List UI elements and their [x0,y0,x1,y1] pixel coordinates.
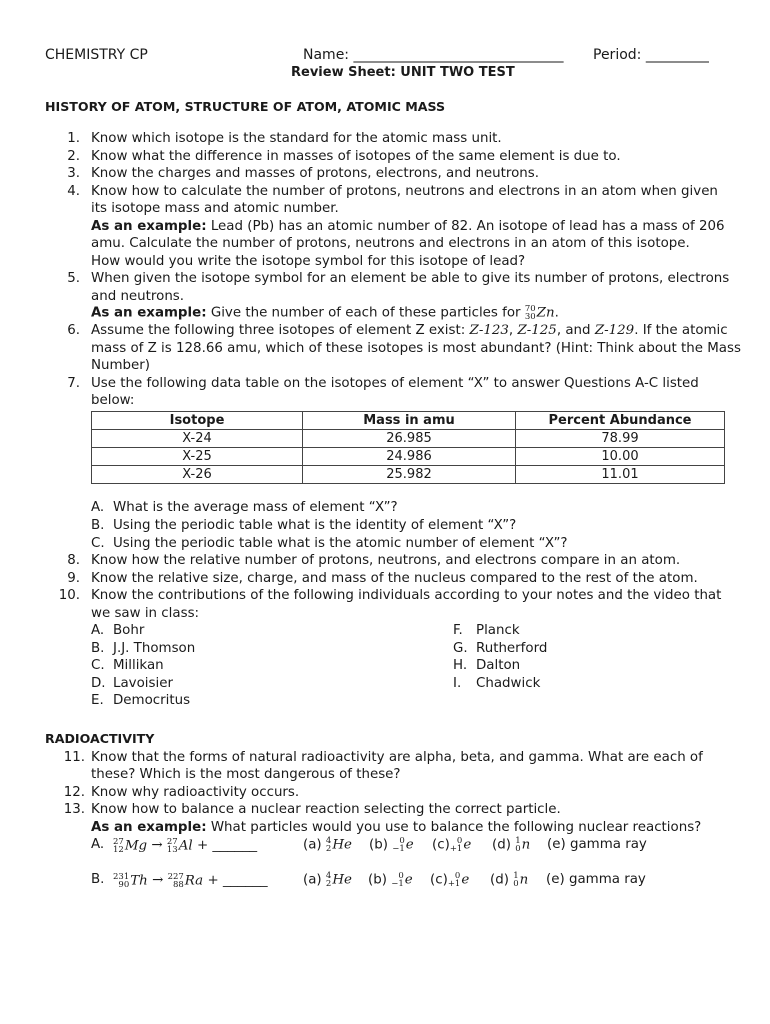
list-item-cont: and neutrons. [91,289,185,304]
section-heading-radioactivity: RADIOACTIVITY [45,731,155,746]
example-5: As an example: Give the number of each of these particles for 70 30 Zn. [91,304,559,322]
list-item-cont: we saw in class: [91,606,200,621]
table-cell: 26.985 [303,430,516,448]
list-item-cont: Number) [91,358,151,373]
table-cell: 11.01 [516,466,725,484]
table-header: Isotope [92,412,303,430]
reaction-a: A. 27 12 Mg → 27 13 Al + ______ (a) 4 2 He (b) 0 −1 e (c) 0 +1 e (d) 1 0 n (e) gamma ray [91,836,647,855]
page-title: Review Sheet: UNIT TWO TEST [291,65,515,80]
section-heading-atom: HISTORY OF ATOM, STRUCTURE OF ATOM, ATOMIC MASS [45,99,446,114]
table-row [92,466,725,484]
table-cell: 25.982 [303,466,516,484]
table-row [92,430,725,448]
name-field: Name: ______________________________ [303,47,564,63]
table-header-row [92,412,725,430]
table-cell: 78.99 [516,430,725,448]
example-4-line3: How would you write the isotope symbol for this isotope of lead? [91,254,526,269]
table-cell: 10.00 [516,448,725,466]
list-item-cont: below: [91,393,135,408]
table-row [92,448,725,466]
zinc-isotope-symbol: 70 30 Zn [524,304,555,322]
table-cell: X-24 [92,430,303,448]
list-item-cont: these? Which is the most dangerous of these? [91,767,401,782]
table-cell: X-26 [92,466,303,484]
period-field: Period: _________ [593,47,709,63]
table-cell: X-25 [92,448,303,466]
course-title: CHEMISTRY CP [45,47,148,63]
reaction-b: B. 231 90 Th → 227 88 Ra + ______ (a) 4 2 He (b) 0 −1 e (c) 0 +1 e (d) 1 0 n (e) gamma ray [91,871,646,890]
table-cell: 24.986 [303,448,516,466]
example-4-line1: As an example: Lead (Pb) has an atomic number of 82. An isotope of lead has a mass of 206 [91,219,725,234]
table-header: Mass in amu [303,412,516,430]
example-4-line2: amu. Calculate the number of protons, neutrons and electrons in an atom of this isotope. [91,236,690,251]
list-item-cont: mass of Z is 128.66 amu, which of these isotopes is most abundant? (Hint: Think about the Mass [91,341,741,356]
table-header: Percent Abundance [516,412,725,430]
isotope-table [91,411,725,484]
example-13: As an example: What particles would you use to balance the following nuclear reactions? [91,820,702,835]
list-item-cont: its isotope mass and atomic number. [91,201,339,216]
